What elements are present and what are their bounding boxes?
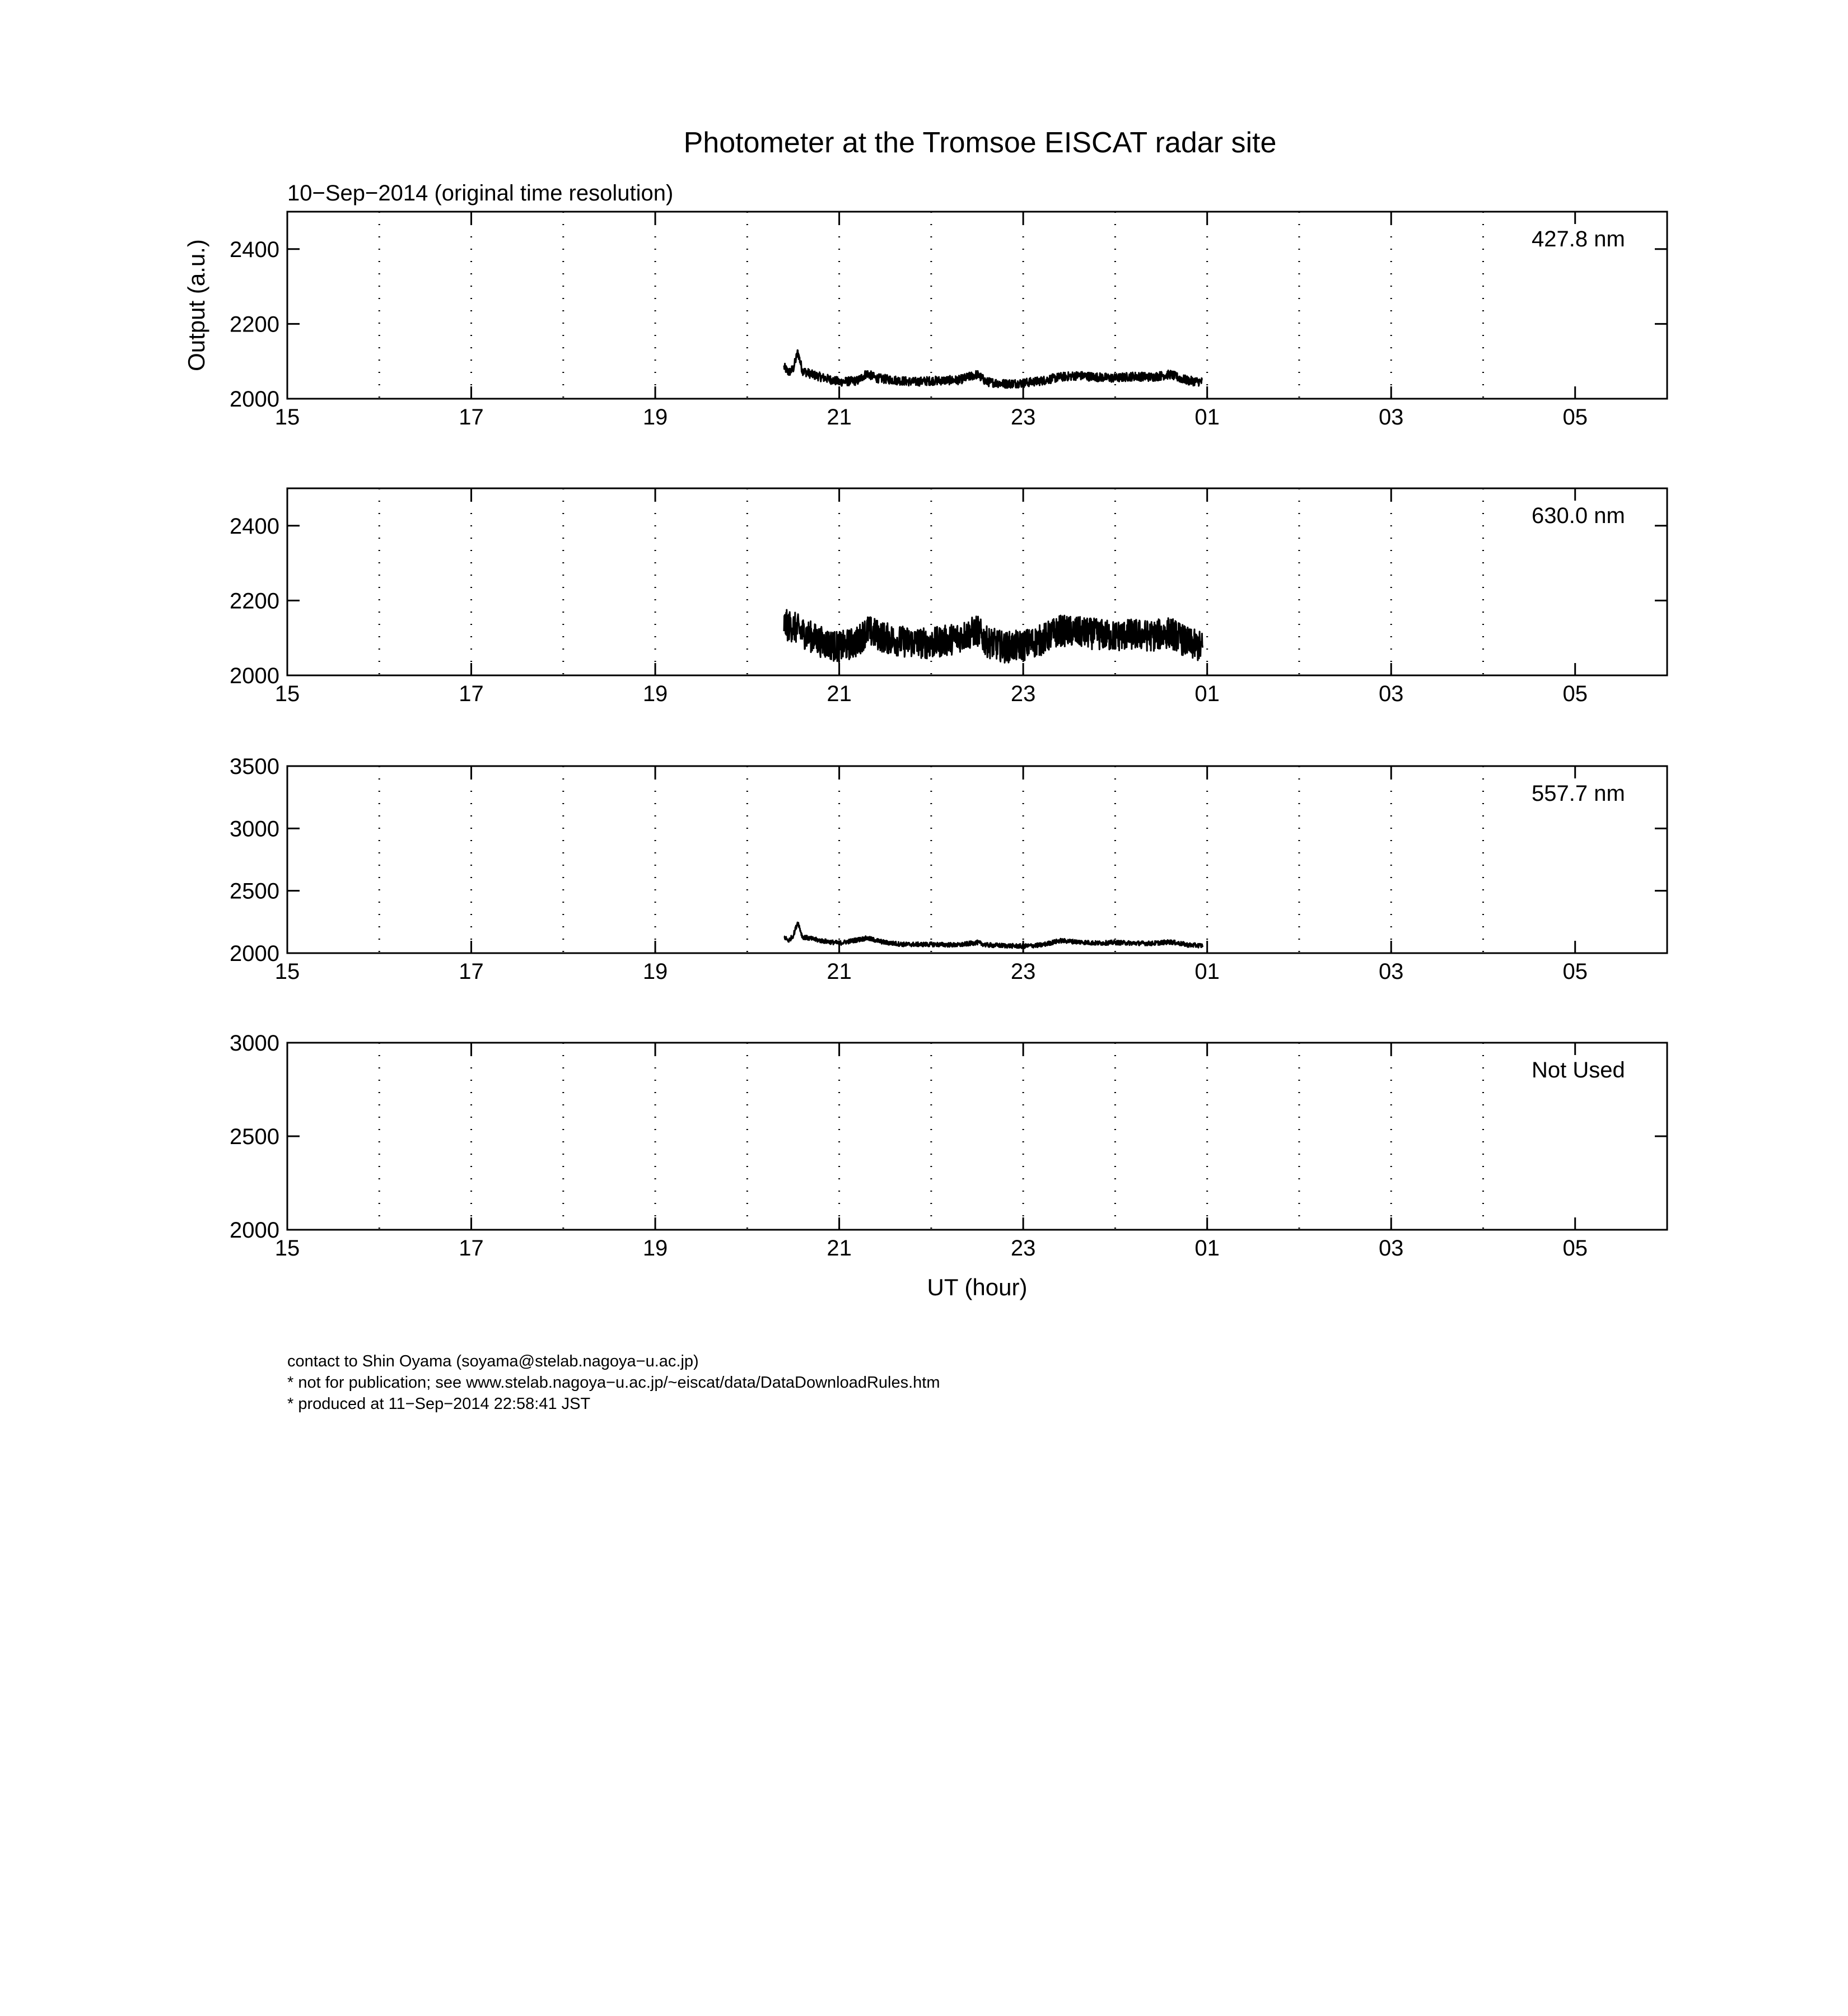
y-tick-label: 2400 — [230, 514, 279, 539]
panel-wavelength-label: Not Used — [1532, 1058, 1625, 1082]
y-tick-label: 3000 — [230, 1031, 279, 1056]
y-tick-label: 3000 — [230, 816, 279, 842]
x-tick-label: 15 — [274, 1236, 300, 1261]
y-tick-label: 2200 — [230, 589, 279, 614]
x-tick-label: 21 — [827, 959, 852, 984]
x-tick-label: 23 — [1010, 405, 1036, 430]
x-tick-label: 05 — [1562, 959, 1588, 984]
x-tick-label: 17 — [459, 405, 484, 430]
x-tick-label: 15 — [274, 405, 300, 430]
x-tick-label: 15 — [274, 959, 300, 984]
panel-frame — [287, 766, 1667, 953]
x-tick-label: 01 — [1194, 682, 1220, 706]
footer-produced-timestamp: * produced at 11−Sep−2014 22:58:41 JST — [287, 1395, 591, 1413]
x-tick-label: 05 — [1562, 1236, 1588, 1261]
x-tick-label: 23 — [1010, 682, 1036, 706]
panel-frame — [287, 488, 1667, 675]
x-tick-label: 05 — [1562, 682, 1588, 706]
chart-title: Photometer at the Tromsoe EISCAT radar site — [683, 127, 1277, 159]
y-tick-label: 2000 — [230, 664, 279, 688]
x-axis-label: UT (hour) — [927, 1274, 1028, 1300]
panel-frame — [287, 1043, 1667, 1230]
x-tick-label: 17 — [459, 1236, 484, 1261]
y-tick-label: 2500 — [230, 879, 279, 904]
x-tick-label: 03 — [1378, 959, 1404, 984]
x-tick-label: 17 — [459, 959, 484, 984]
x-tick-label: 23 — [1010, 959, 1036, 984]
x-tick-label: 17 — [459, 682, 484, 706]
y-axis-label: Output (a.u.) — [183, 239, 209, 371]
panel-wavelength-label: 557.7 nm — [1532, 781, 1625, 806]
series-line — [784, 610, 1203, 662]
x-tick-label: 15 — [274, 682, 300, 706]
panel-wavelength-label: 630.0 nm — [1532, 503, 1625, 528]
x-tick-label: 19 — [642, 405, 668, 430]
panel-wavelength-label: 427.8 nm — [1532, 227, 1625, 251]
x-tick-label: 21 — [827, 1236, 852, 1261]
x-tick-label: 03 — [1378, 1236, 1404, 1261]
x-tick-label: 05 — [1562, 405, 1588, 430]
x-tick-label: 23 — [1010, 1236, 1036, 1261]
panels-group — [230, 212, 1667, 1261]
x-tick-label: 21 — [827, 682, 852, 706]
y-tick-label: 2500 — [230, 1124, 279, 1149]
x-tick-label: 03 — [1378, 682, 1404, 706]
chart-subtitle: 10−Sep−2014 (original time resolution) — [287, 181, 674, 206]
y-tick-label: 3500 — [230, 754, 279, 779]
x-tick-label: 01 — [1194, 1236, 1220, 1261]
panel-3 — [230, 754, 1667, 984]
x-tick-label: 19 — [642, 682, 668, 706]
series-line — [784, 350, 1203, 388]
panel-2 — [230, 488, 1667, 706]
series-line — [784, 922, 1203, 948]
y-tick-label: 2400 — [230, 237, 279, 262]
x-tick-label: 19 — [642, 1236, 668, 1261]
footer-notes — [287, 1351, 940, 1415]
y-tick-label: 2000 — [230, 1218, 279, 1243]
footer-contact: contact to Shin Oyama (soyama@stelab.nagoya−u.ac.jp) — [287, 1352, 699, 1370]
x-tick-label: 21 — [827, 405, 852, 430]
y-tick-label: 2000 — [230, 941, 279, 966]
y-tick-label: 2200 — [230, 312, 279, 337]
panel-1 — [230, 212, 1667, 430]
footer-publication-note: * not for publication; see www.stelab.nagoya−u.ac.jp/~eiscat/data/DataDownloadRules.htm — [287, 1374, 940, 1392]
x-tick-label: 01 — [1194, 405, 1220, 430]
x-tick-label: 03 — [1378, 405, 1404, 430]
y-tick-label: 2000 — [230, 387, 279, 412]
x-tick-label: 01 — [1194, 959, 1220, 984]
panel-4 — [230, 1031, 1667, 1261]
x-tick-label: 19 — [642, 959, 668, 984]
